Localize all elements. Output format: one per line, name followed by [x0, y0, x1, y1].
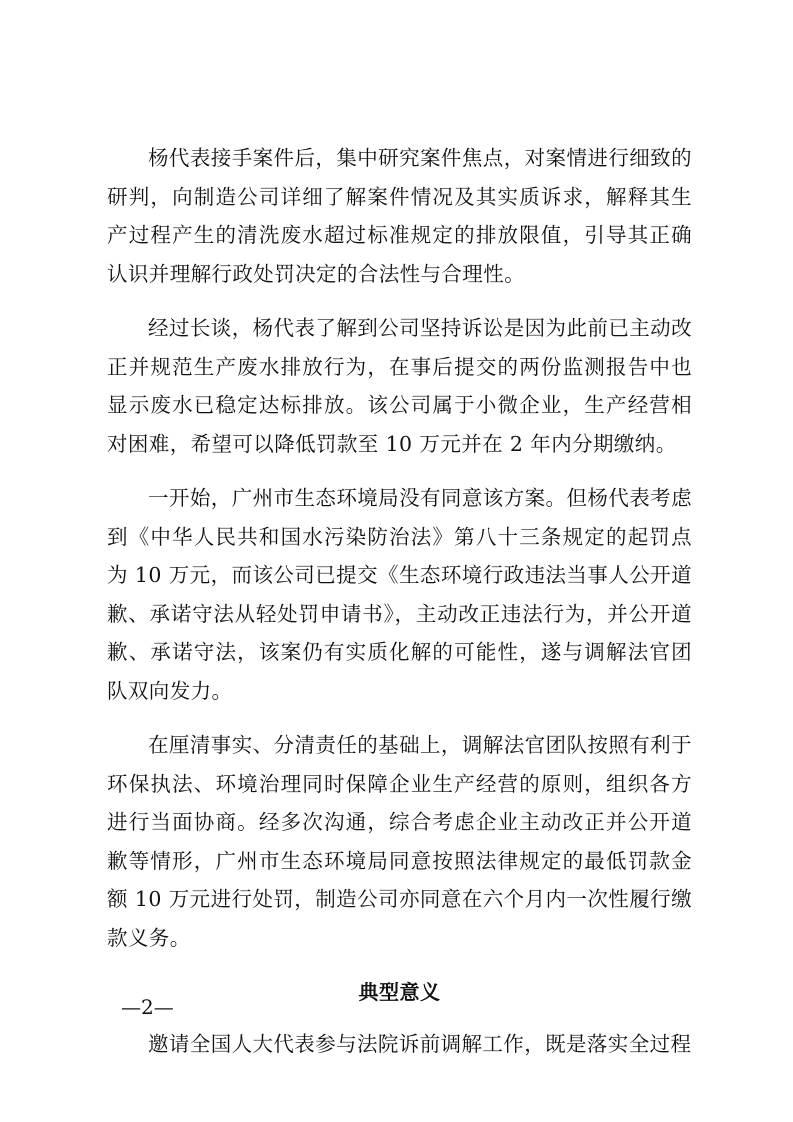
- page-number: —2—: [121, 995, 174, 1019]
- paragraph-company-reason: 经过长谈，杨代表了解到公司坚持诉讼是因为此前已主动改正并规范生产废水排放行为，在事后提交的两份监测报告中也显示废水已稳定达标排放。该公司属于小微企业，生产经营相对困难，希望可以降低罚款至 10 万元并在 2 年内分期缴纳。: [107, 316, 692, 456]
- section-heading-typical-significance: 典型意义: [358, 980, 441, 1004]
- paragraph-bureau-consideration: 一开始，广州市生态环境局没有同意该方案。但杨代表考虑到《中华人民共和国水污染防治法》第八十三条规定的起罚点为 10 万元，而该公司已提交《生态环境行政违法当事人公开道歉、承诺守法从轻处罚申请书》，主动改正违法行为，并公开道歉、承诺守法，该案仍有实质化解的可能性，遂与调解法官团队双向发力。: [107, 486, 692, 703]
- paragraph-representative-research: 杨代表接手案件后，集中研究案件焦点，对案情进行细致的研判，向制造公司详细了解案件情况及其实质诉求，解释其生产过程产生的清洗废水超过标准规定的排放限值，引导其正确认识并理解行政处罚决定的合法性与合理性。: [107, 146, 692, 286]
- document-body: [107, 139, 692, 1080]
- paragraph-mediation-result: 在厘清事实、分清责任的基础上，调解法官团队按照有利于环保执法、环境治理同时保障企业生产经营的原则，组织各方进行当面协商。经多次沟通，综合考虑企业主动改正并公开道歉等情形，广州市生态环境局同意按照法律规定的最低罚款金额 10 万元进行处罚，制造公司亦同意在六个月内一次性履行缴款义务。: [107, 733, 692, 950]
- paragraph-significance-start: 邀请全国人大代表参与法院诉前调解工作，既是落实全过程: [148, 1032, 692, 1056]
